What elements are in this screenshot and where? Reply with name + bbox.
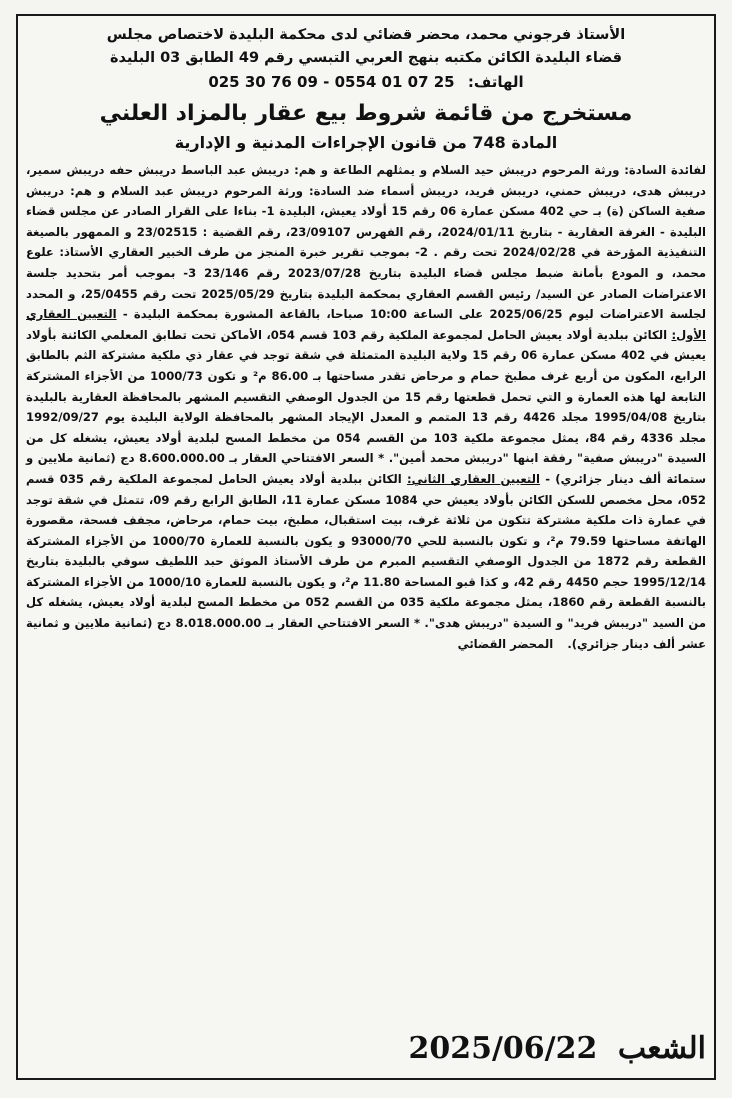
phone-line [26, 70, 706, 94]
bailiff-name-line: الأستاذ فرجوني محمد، محضر قضائي لدى محكمة البليدة لاختصاص مجلس [106, 27, 626, 43]
newspaper-name: الشعب [617, 1031, 706, 1066]
body-paragraph-parties: لفائدة السادة: ورثة المرحوم دريبش حيد السلام و يمثلهم الطاعة و هم: دريبش عبد الباسط دريبش حفه دريبش سمير، دريبش هدى، دريبش حمني، دريبش فريد، دريبش أسماء ضد السادة: ورثة المرحوم دريبش عبد السلام و هم: دريبش صفية الساكن (ة) بـ حي 402 مسكن عمارة 06 رقم 15 أولاد يعيش، البليدة 1- بناءا على القرار الصادر عن مجلس قضاء البليدة - الغرفة العقارية - بتاريخ 2024/01/11، رقم الفهرس 23/09107، رقم القضية : 23/02515 و الممهور بالصيغة التنفيذية المؤرخة في 2024/02/28 تحت رقم . 2- بموجب تقرير خبرة المنجز من طرف الخبير العقاري الأستاذ: علوع محمد، و المودع بأمانة ضبط مجلس قضاء البليدة بتاريخ 2023/07/28 رقم 23/146 3- بموجب أمر بتحديد جلسة الاعتراضات الصادر عن السيد/ رئيس القسم العقاري بمحكمة البليدة بتاريخ 2025/05/29 تحت رقم 25/0455، و المحدد لجلسة الاعتراضات ليوم 2025/06/25 على الساعة 10:00 صباحا، بالقاعة المشورة بمحكمة البليدة - [26, 163, 707, 322]
signature: المحضر القضائي [457, 636, 554, 651]
announcement-frame [16, 14, 716, 1080]
announcement-body [26, 160, 706, 654]
announcement-content [26, 24, 706, 1070]
publication-date: 2025/06/22 [408, 1031, 598, 1066]
announcement-title: مستخرج من قائمة شروط بيع عقار بالمزاد العلني [99, 101, 633, 126]
publication-footer [26, 1030, 706, 1068]
phone-numbers: 025 30 76 09 - 0554 01 07 25 [208, 73, 455, 91]
lot2-description: الكائن ببلدية أولاد يعيش الحامل لمجموعة الملكية رقم 035 قسم 052، محل مخصص للسكن الكائن بأولاد يعيش حي 1084 مسكن عمارة 11، الطابق الرابع رقم 09، تتمثل في شقة توجد في عمارة ذات ملكية مشتركة تتكون من ثلاثة غرف، بيت استقبال، مطبخ، بيت حمام، مرحاض، مجفف فسحة، مقصورة الهاتفة مساحتها 79.59 م²، و تكون بالنسبة للحي 93000/70 و يكون بالنسبة للعمارة 1000/70 من الأجزاء المشتركة القطعة رقم 1872 من الجدول الوصفي التقسيم المبرم من طرف الأستاذ الموثق حبد اللطيف سوفي بالبليدة بتاريخ 1995/12/14 حجم 4450 رقم 42، و كذا قبو المساحة 11.80 م²، و يكون بالنسبة للعمارة 1000/10 من الأجزاء المشتركة بالنسبة القطعة رقم 1860، يمثل مجموعة ملكية 035 من القسم 052 من مخطط المسح لبلدية أولاد يعيش، يشغله كل من السيد "دريبش فريد" و السيدة "دريبش هدى". * السعر الافتتاحي العقار بـ 8.018.000.00 دج (ثمانية ملايين و ثمانية عشر ألف دينار جزائري). [26, 471, 707, 651]
announcement-subtitle: المادة 748 من قانون الإجراءات المدنية و الإدارية [174, 133, 558, 152]
lot1-description: الكائن ببلدية أولاد يعيش الحامل لمجموعة الملكية رقم 103 قسم 054، الأماكن تحت تطابق المعلمي الكائنة بأولاد يعيش في 402 مسكن عمارة 06 رقم 15 ولاية البليدة المتمثلة في شقة توجد في عقار ذي ملكية مشتركة الثم بالطابق الرابع، المكون من أربع غرف مطبخ حمام و مرحاض تقدر مساحتها بـ 86.00 م² و تكون 1000/73 من الأجزاء المشتركة التابعة لها هذه العمارة و التي تحمل قطعتها رقم 15 من الجدول الوصفي التقسيم المشهر بالمحافظة العقارية بالبليدة بتاريخ 1995/04/08 مجلد 4426 رقم 13 المتمم و المعدل الإيجاد المشهر بالمحافظة الولاية البليدة يوم 1992/09/27 مجلد 4336 رقم 84، يمثل مجموعة ملكية 103 من القسم 054 من مخطط المسح لبلدية أولاد يعيش، يشغله كل من السيدة "دريبش صفية" رفقة ابنها "دريبش محمد أمين". * السعر الافتتاحي العقار بـ 8.600.000.00 دج (ثمانية ملايين و ستمائة ألف دينار جزائري) - [26, 327, 707, 486]
publication-info [408, 1030, 706, 1068]
bailiff-address-line: قضاء البليدة الكائن مكتبه بنهج العربي التبسي رقم 49 الطابق 03 البليدة [109, 50, 623, 66]
lot2-heading: التعيين العقاري الثاني: [406, 471, 540, 486]
phone-label: الهاتف: [467, 73, 524, 91]
lot1-heading: التعيين العقاري الأول: [26, 307, 706, 342]
